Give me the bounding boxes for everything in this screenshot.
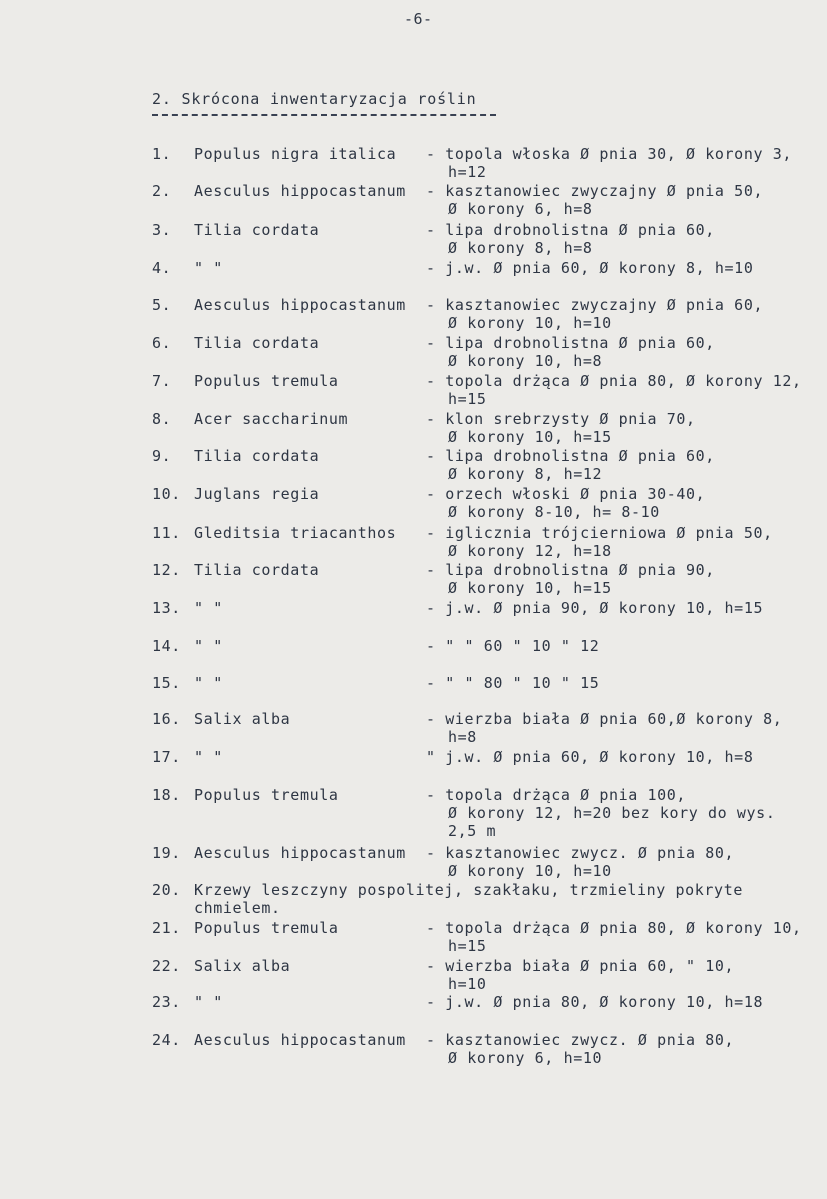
description-line: Krzewy leszczyny pospolitej, szakłaku, trzmieliny pokryte bbox=[194, 881, 743, 899]
species-name: Aesculus hippocastanum bbox=[194, 1031, 406, 1049]
description-line: - lipa drobnolistna Ø pnia 90, bbox=[426, 561, 715, 579]
description-line: - wierzba biała Ø pnia 60,Ø korony 8, bbox=[426, 710, 783, 728]
description-line: - lipa drobnolistna Ø pnia 60, bbox=[426, 334, 715, 352]
item-number: 1. bbox=[152, 145, 172, 163]
item-description bbox=[426, 259, 753, 277]
description-line: - topola włoska Ø pnia 30, Ø korony 3, bbox=[426, 145, 792, 163]
item-description bbox=[426, 993, 763, 1011]
item-description bbox=[426, 637, 599, 655]
item-description bbox=[426, 410, 696, 446]
description-line: - wierzba biała Ø pnia 60, " 10, bbox=[426, 957, 735, 975]
species-name: Gleditsia triacanthos bbox=[194, 524, 397, 542]
description-line: - kasztanowiec zwycz. Ø pnia 80, bbox=[426, 1031, 735, 1049]
species-name: Tilia cordata bbox=[194, 221, 320, 239]
item-description bbox=[426, 674, 599, 692]
description-line: Ø korony 10, h=10 bbox=[448, 862, 612, 880]
item-number: 11. bbox=[152, 524, 181, 542]
item-description bbox=[426, 221, 715, 257]
item-number: 19. bbox=[152, 844, 181, 862]
description-line: - j.w. Ø pnia 80, Ø korony 10, h=18 bbox=[426, 993, 764, 1011]
description-line: h=12 bbox=[448, 163, 487, 181]
description-line: - kasztanowiec zwyczajny Ø pnia 60, bbox=[426, 296, 764, 314]
description-line: chmielem. bbox=[194, 899, 281, 917]
item-number: 9. bbox=[152, 447, 172, 465]
item-number: 16. bbox=[152, 710, 181, 728]
species-name: Populus tremula bbox=[194, 372, 339, 390]
item-number: 17. bbox=[152, 748, 181, 766]
description-line: h=10 bbox=[448, 975, 487, 993]
item-description bbox=[426, 485, 705, 521]
description-line: Ø korony 6, h=8 bbox=[448, 200, 593, 218]
description-line: - iglicznia trójcierniowa Ø pnia 50, bbox=[426, 524, 773, 542]
description-line: - kasztanowiec zwycz. Ø pnia 80, bbox=[426, 844, 735, 862]
item-number: 15. bbox=[152, 674, 181, 692]
item-description bbox=[426, 524, 773, 560]
description-line: " j.w. Ø pnia 60, Ø korony 10, h=8 bbox=[426, 748, 754, 766]
species-name: Populus nigra italica bbox=[194, 145, 397, 163]
item-number: 12. bbox=[152, 561, 181, 579]
item-description bbox=[426, 1031, 734, 1067]
section-title: 2. Skrócona inwentaryzacja roślin bbox=[152, 90, 477, 108]
item-description bbox=[426, 145, 792, 181]
item-description bbox=[426, 844, 734, 880]
species-name: Aesculus hippocastanum bbox=[194, 844, 406, 862]
item-description bbox=[426, 182, 763, 218]
species-name: " " bbox=[194, 674, 223, 692]
species-name: Salix alba bbox=[194, 710, 291, 728]
item-description bbox=[426, 447, 715, 483]
description-line: - orzech włoski Ø pnia 30-40, bbox=[426, 485, 706, 503]
species-name: Acer saccharinum bbox=[194, 410, 349, 428]
description-line: - " " 80 " 10 " 15 bbox=[426, 674, 600, 692]
species-name: " " bbox=[194, 748, 223, 766]
item-number: 14. bbox=[152, 637, 181, 655]
species-name: " " bbox=[194, 599, 223, 617]
species-name: Aesculus hippocastanum bbox=[194, 182, 406, 200]
item-number: 5. bbox=[152, 296, 172, 314]
item-description bbox=[426, 561, 715, 597]
item-number: 18. bbox=[152, 786, 181, 804]
item-number: 4. bbox=[152, 259, 172, 277]
item-description bbox=[426, 334, 715, 370]
species-name: Aesculus hippocastanum bbox=[194, 296, 406, 314]
description-line: - lipa drobnolistna Ø pnia 60, bbox=[426, 221, 715, 239]
description-line: h=15 bbox=[448, 390, 487, 408]
item-number: 21. bbox=[152, 919, 181, 937]
description-line: Ø korony 12, h=18 bbox=[448, 542, 612, 560]
description-line: - topola drżąca Ø pnia 80, Ø korony 12, bbox=[426, 372, 802, 390]
species-name: Tilia cordata bbox=[194, 561, 320, 579]
description-line: - j.w. Ø pnia 90, Ø korony 10, h=15 bbox=[426, 599, 764, 617]
description-line: - topola drżąca Ø pnia 80, Ø korony 10, bbox=[426, 919, 802, 937]
species-name: " " bbox=[194, 637, 223, 655]
description-line: - klon srebrzysty Ø pnia 70, bbox=[426, 410, 696, 428]
item-number: 10. bbox=[152, 485, 181, 503]
description-line: Ø korony 10, h=15 bbox=[448, 579, 612, 597]
description-line: h=8 bbox=[448, 728, 477, 746]
species-name: Populus tremula bbox=[194, 919, 339, 937]
description-line: Ø korony 8-10, h= 8-10 bbox=[448, 503, 660, 521]
description-line: - kasztanowiec zwyczajny Ø pnia 50, bbox=[426, 182, 764, 200]
description-line: Ø korony 8, h=12 bbox=[448, 465, 603, 483]
species-name: Tilia cordata bbox=[194, 334, 320, 352]
item-number: 20. bbox=[152, 881, 181, 899]
description-line: Ø korony 12, h=20 bez kory do wys. bbox=[448, 804, 776, 822]
description-line: Ø korony 6, h=10 bbox=[448, 1049, 603, 1067]
item-description bbox=[426, 710, 782, 746]
description-line: 2,5 m bbox=[448, 822, 497, 840]
item-number: 8. bbox=[152, 410, 172, 428]
description-line: Ø korony 8, h=8 bbox=[448, 239, 593, 257]
item-description bbox=[426, 786, 775, 840]
species-name: Juglans regia bbox=[194, 485, 320, 503]
item-number: 2. bbox=[152, 182, 172, 200]
description-line: - lipa drobnolistna Ø pnia 60, bbox=[426, 447, 715, 465]
description-line: Ø korony 10, h=15 bbox=[448, 428, 612, 446]
description-line: - j.w. Ø pnia 60, Ø korony 8, h=10 bbox=[426, 259, 754, 277]
item-number: 6. bbox=[152, 334, 172, 352]
species-name: Salix alba bbox=[194, 957, 291, 975]
item-description bbox=[426, 296, 763, 332]
page-number: -6- bbox=[404, 10, 433, 28]
item-number: 24. bbox=[152, 1031, 181, 1049]
item-number: 23. bbox=[152, 993, 181, 1011]
item-description bbox=[194, 881, 743, 917]
species-name: Tilia cordata bbox=[194, 447, 320, 465]
description-line: h=15 bbox=[448, 937, 487, 955]
item-number: 3. bbox=[152, 221, 172, 239]
item-number: 7. bbox=[152, 372, 172, 390]
item-description bbox=[426, 748, 753, 766]
description-line: Ø korony 10, h=8 bbox=[448, 352, 603, 370]
description-line: Ø korony 10, h=10 bbox=[448, 314, 612, 332]
item-description bbox=[426, 372, 802, 408]
item-description bbox=[426, 957, 734, 993]
item-description bbox=[426, 599, 763, 617]
description-line: - " " 60 " 10 " 12 bbox=[426, 637, 600, 655]
item-number: 13. bbox=[152, 599, 181, 617]
species-name: " " bbox=[194, 993, 223, 1011]
species-name: " " bbox=[194, 259, 223, 277]
species-name: Populus tremula bbox=[194, 786, 339, 804]
item-description bbox=[426, 919, 802, 955]
item-number: 22. bbox=[152, 957, 181, 975]
description-line: - topola drżąca Ø pnia 100, bbox=[426, 786, 687, 804]
